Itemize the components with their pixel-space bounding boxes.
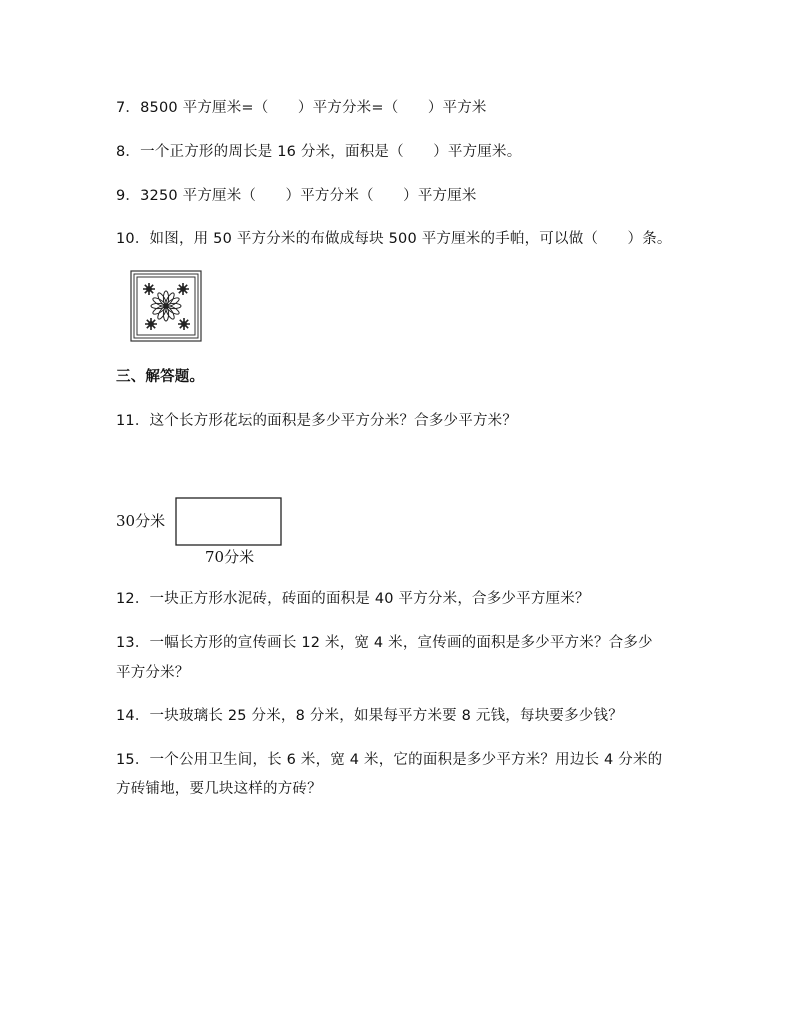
question-7: 7．8500 平方厘米=（ ）平方分米=（ ）平方米 (116, 100, 487, 116)
width-label: 70分米 (205, 548, 255, 566)
question-13-line-2: 平方分米？ (116, 665, 190, 681)
flowerbed-rectangle (176, 498, 281, 545)
question-11: 11．这个长方形花坛的面积是多少平方分米？合多少平方米？ (116, 413, 518, 429)
question-15-line-1: 15．一个公用卫生间，长 6 米，宽 4 米，它的面积是多少平方米？用边长 4 分米的 (116, 752, 663, 768)
section-heading: 三、解答题。 (116, 369, 205, 385)
flower-icon (151, 291, 181, 321)
question-8: 8．一个正方形的周长是 16 分米，面积是（ ）平方厘米。 (116, 144, 522, 160)
question-13-line-1: 13．一幅长方形的宣传画长 12 米，宽 4 米，宣传画的面积是多少平方米？合多少 (116, 635, 653, 651)
question-14: 14．一块玻璃长 25 分米，8 分米，如果每平方米要 8 元钱，每块要多少钱？ (116, 708, 623, 724)
question-10: 10．如图，用 50 平方分米的布做成每块 500 平方厘米的手帕，可以做（ ）条。 (116, 231, 672, 247)
height-label: 30分米 (116, 512, 166, 530)
question-15-line-2: 方砖铺地，要几块这样的方砖？ (116, 781, 322, 797)
handkerchief-figure (130, 270, 202, 342)
question-12: 12．一块正方形水泥砖，砖面的面积是 40 平方分米，合多少平方厘米？ (116, 591, 590, 607)
question-9: 9．3250 平方厘米（ ）平方分米（ ）平方厘米 (116, 188, 477, 204)
flowerbed-rectangle-figure (112, 494, 292, 570)
